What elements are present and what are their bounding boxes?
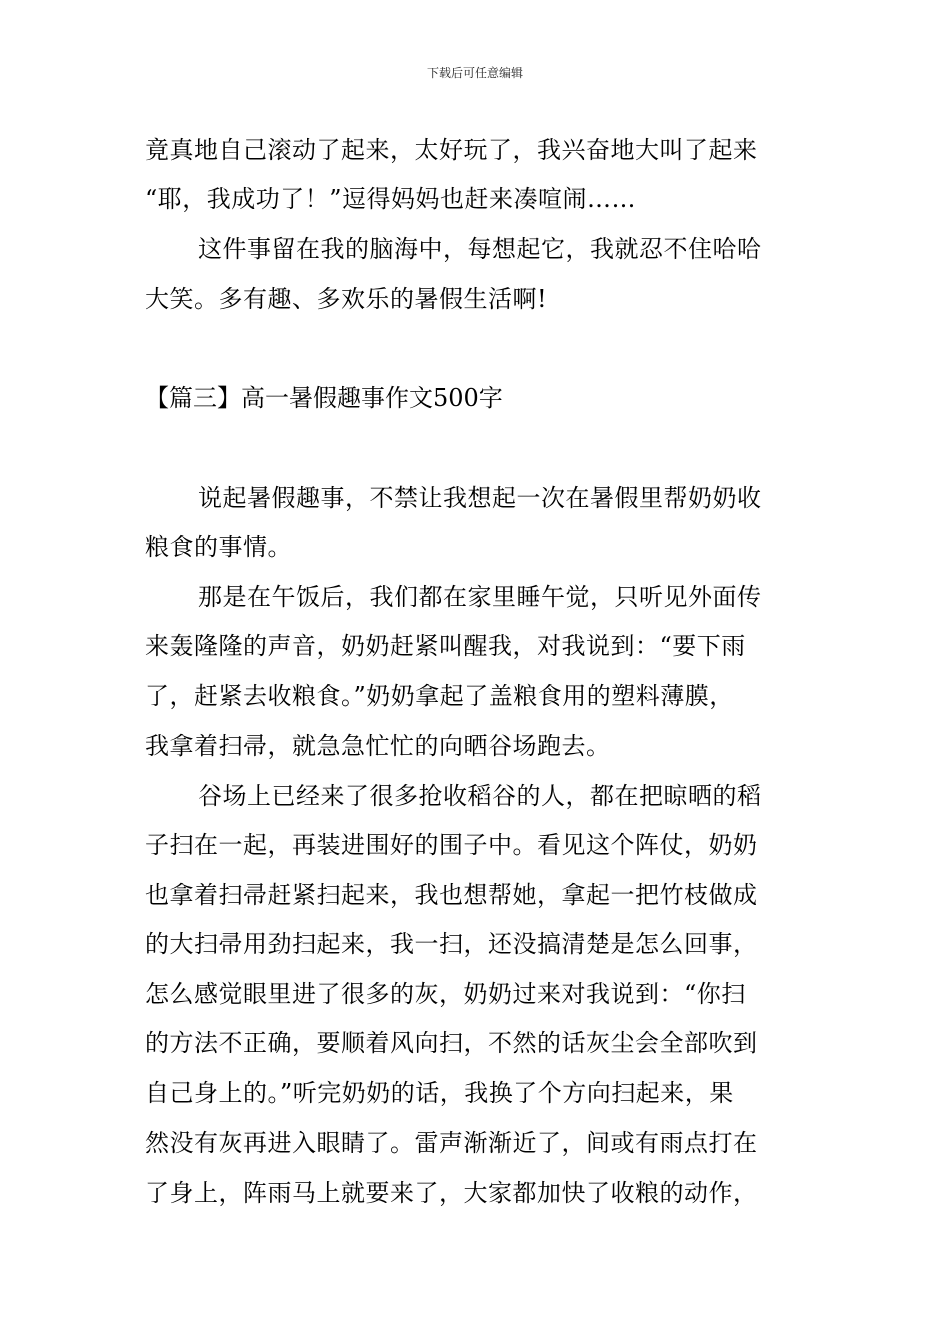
text-line: 那是在午饭后，我们都在家里睡午觉，只听见外面传 [198,583,762,611]
text-line: 我拿着扫帚，就急急忙忙的向晒谷场跑去。 [145,732,611,760]
text-line: 竟真地自己滚动了起来，太好玩了，我兴奋地大叫了起来 [145,136,758,164]
text-line: 大笑。多有趣、多欢乐的暑假生活啊! [145,285,548,313]
text-line: 怎么感觉眼里进了很多的灰，奶奶过来对我说到：“你扫 [145,980,746,1008]
text-line: 然没有灰再进入眼睛了。雷声渐渐近了，间或有雨点打在 [145,1129,758,1157]
text-line: 的方法不正确，要顺着风向扫，不然的话灰尘会全部吹到 [145,1029,758,1057]
page-header: 下载后可任意编辑 [426,66,523,80]
text-line: 了，赶紧去收粮食。”奶奶拿起了盖粮食用的塑料薄膜， [145,682,734,710]
text-line: “耶，我成功了！”逗得妈妈也赶来凑喧闹…… [145,185,637,213]
text-line: 子扫在一起，再装进围好的围子中。看见这个阵仗，奶奶 [145,831,758,859]
text-line: 谷场上已经来了很多抢收稻谷的人，都在把晾晒的稻 [198,782,762,810]
section-title: 【篇三】高一暑假趣事作文500字 [145,384,503,412]
text-line: 说起暑假趣事，不禁让我想起一次在暑假里帮奶奶收 [198,484,762,512]
text-line: 的大扫帚用劲扫起来，我一扫，还没搞清楚是怎么回事， [145,930,758,958]
text-line: 也拿着扫帚赶紧扫起来，我也想帮她，拿起一把竹枝做成 [145,881,758,909]
text-line: 来轰隆隆的声音，奶奶赶紧叫醒我，对我说到：“要下雨 [145,632,746,660]
text-line: 粮食的事情。 [145,533,292,561]
text-line: 这件事留在我的脑海中，每想起它，我就忍不住哈哈 [198,235,762,263]
text-line: 自己身上的。”听完奶奶的话，我换了个方向扫起来，果 [145,1079,734,1107]
text-line: 了身上，阵雨马上就要来了，大家都加快了收粮的动作， [145,1179,758,1207]
